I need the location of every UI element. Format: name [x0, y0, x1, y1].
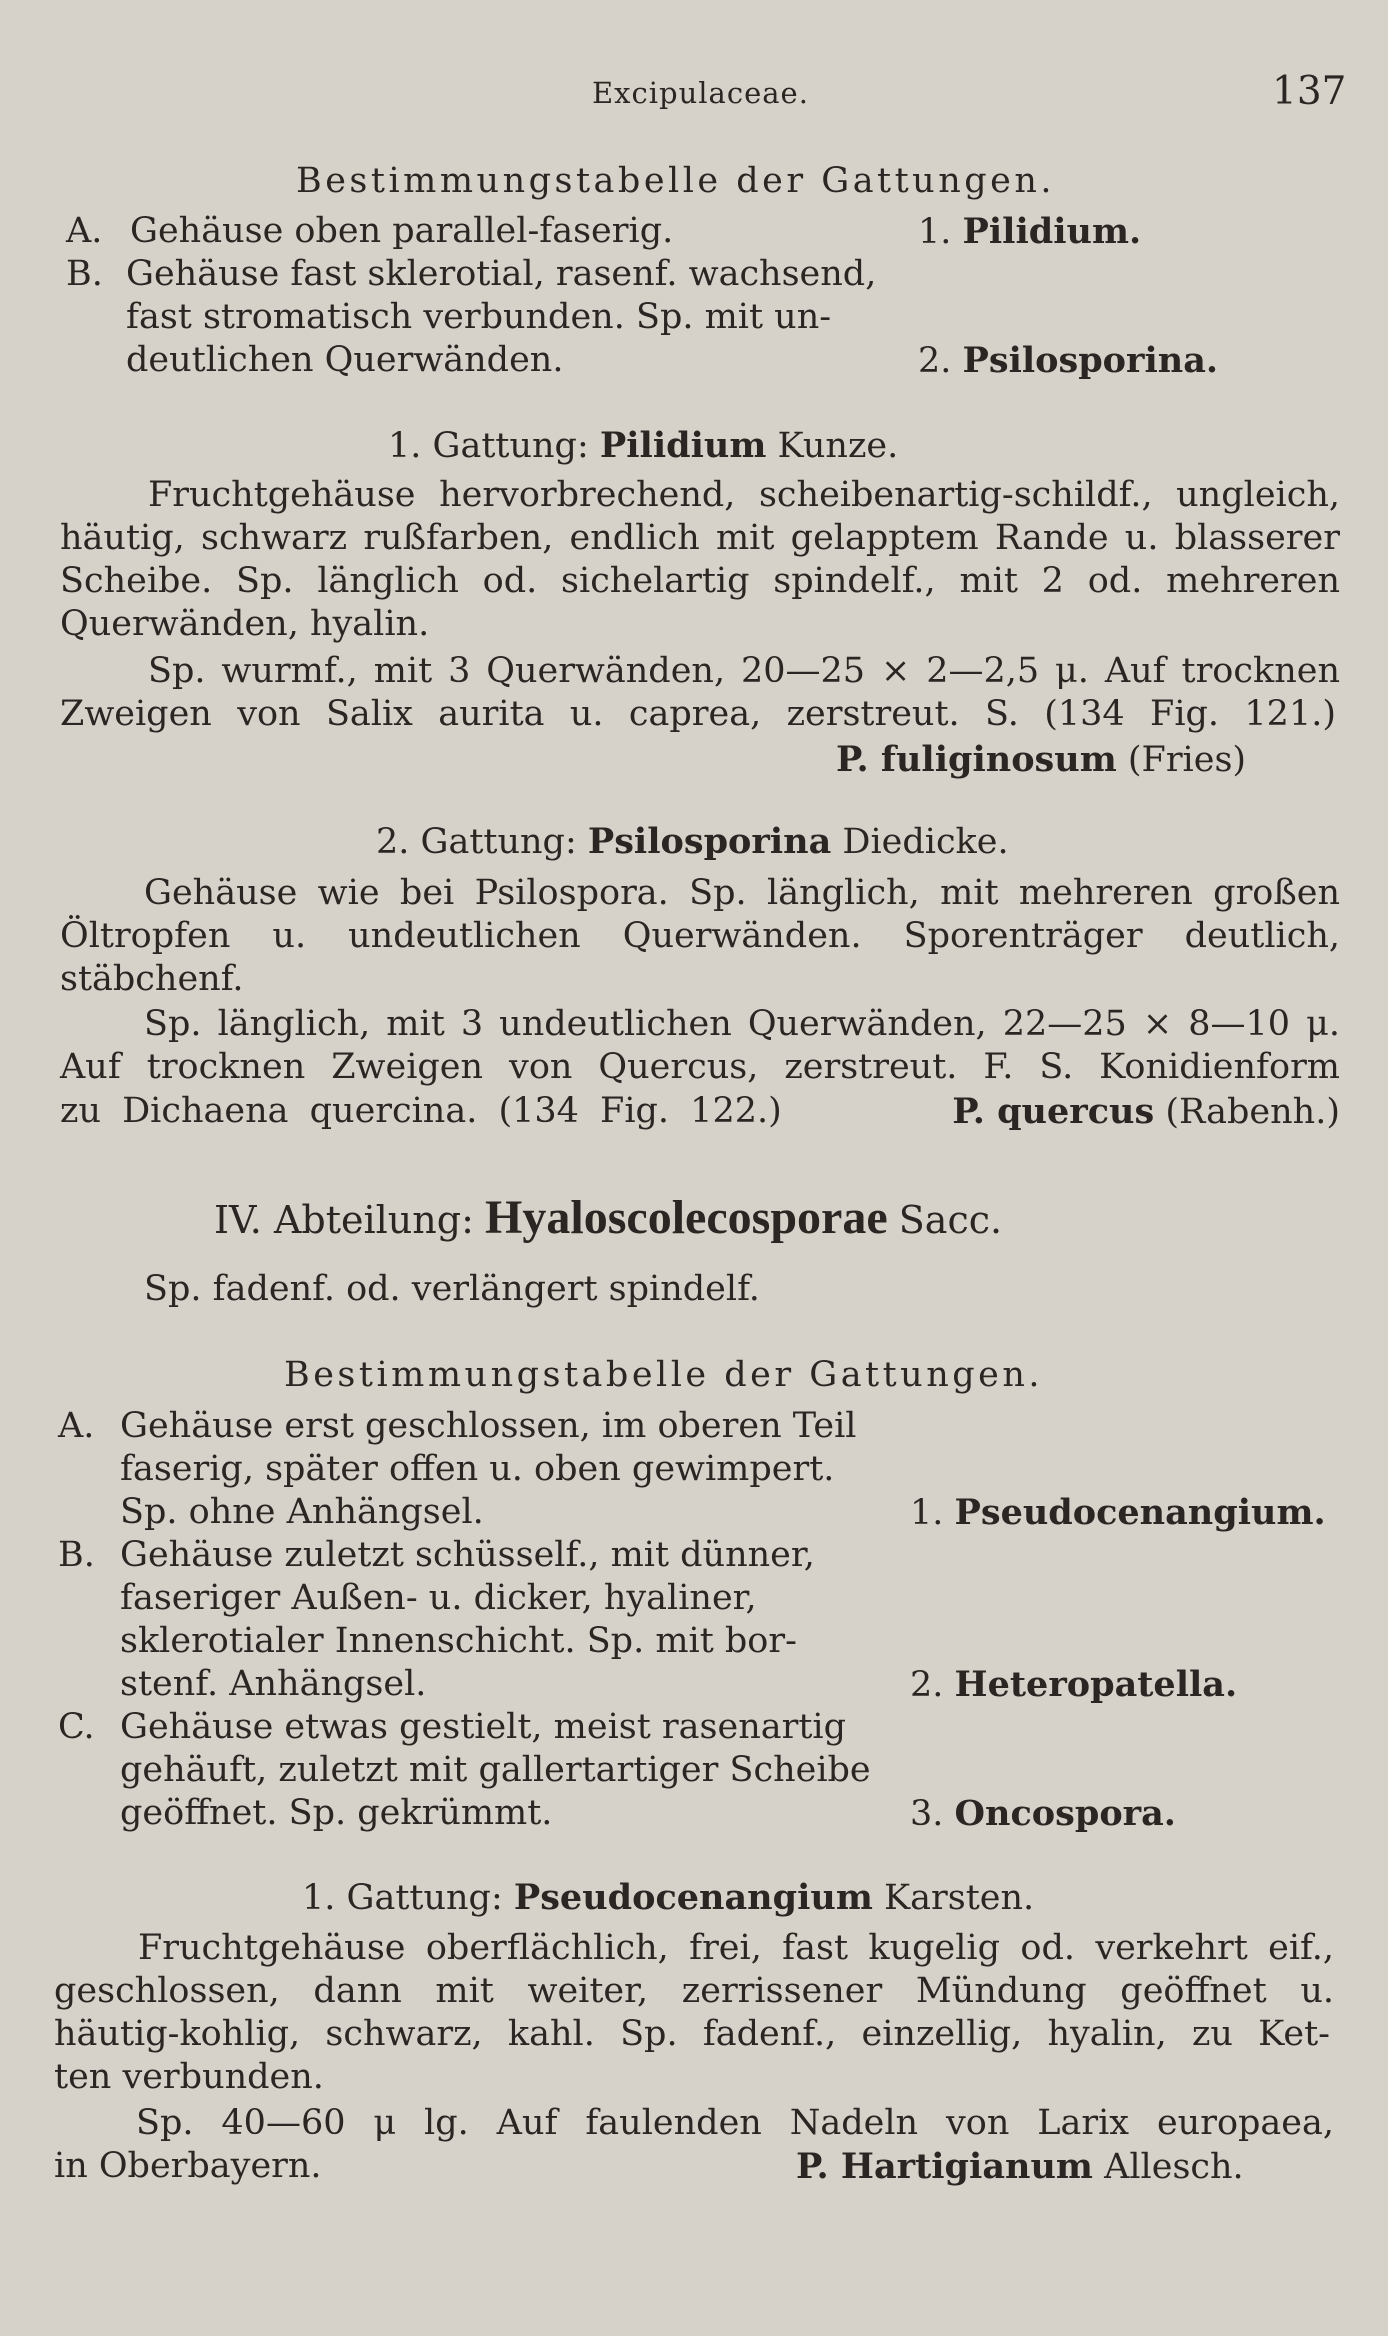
genus-2-spore-line-1: Sp. länglich, mit 3 undeutlichen Querwänden, 22—25 × 8—10 μ. [144, 1004, 1340, 1044]
genus-2-desc-line-1: Gehäuse wie bei Psilospora. Sp. länglich, mit mehreren großen [144, 873, 1340, 913]
key2-a-line-1: Gehäuse erst geschlossen, im oberen Teil [120, 1406, 857, 1446]
genus-2-heading-prefix: 2. Gattung: [376, 822, 577, 862]
key2-a-mark: A. [58, 1406, 95, 1446]
genus-1-heading-author: Kunze. [777, 426, 899, 466]
genus-3-spore-line-2: in Oberbayern. [54, 2146, 322, 2186]
key2-b-result [910, 1663, 1237, 1707]
genus-3-species [796, 2145, 1244, 2189]
genus-3-species-name: P. Hartigianum [796, 2146, 1093, 2187]
key2-c-line-1: Gehäuse etwas gestielt, meist rasenartig [120, 1707, 846, 1747]
genus-2-species-author: (Rabenh.) [1165, 1092, 1340, 1132]
genus-2-heading-name: Psilosporina [587, 821, 832, 862]
key1-b-result-number: 2. [918, 341, 952, 381]
key2-b-result-genus: Heteropatella. [954, 1664, 1238, 1705]
key2-c-line-3: geöffnet. Sp. gekrümmt. [120, 1793, 553, 1833]
division-heading-prefix: IV. Abteilung: [214, 1198, 474, 1242]
key2-b-line-3: sklerotialer Innenschicht. Sp. mit bor- [120, 1621, 797, 1661]
genus-2-spore-line-3-text: zu Dichaena quercina. (134 Fig. 122.) [60, 1091, 782, 1131]
key1-b-result-genus: Psilosporina. [962, 340, 1219, 381]
page-number: 137 [1272, 69, 1347, 114]
key2-c-result [910, 1792, 1176, 1836]
key1-b-line-2: fast stromatisch verbunden. Sp. mit un- [126, 297, 832, 337]
division-description: Sp. fadenf. od. verlängert spindelf. [144, 1269, 760, 1309]
genus-3-desc-line-3: häutig-kohlig, schwarz, kahl. Sp. fadenf., einzellig, hyalin, zu Ket- [54, 2014, 1330, 2054]
key2-a-result-number: 1. [910, 1493, 944, 1533]
genus-1-heading-prefix: 1. Gattung: [388, 426, 589, 466]
key1-b-line-1: Gehäuse fast sklerotial, rasenf. wachsend, [126, 254, 877, 294]
key1-a-line-1: Gehäuse oben parallel-faserig. [130, 211, 674, 251]
key2-b-line-4: stenf. Anhängsel. [120, 1664, 427, 1704]
division-heading-name: Hyaloscolecosporae [485, 1191, 888, 1244]
key1-a-result-number: 1. [918, 212, 952, 252]
genus-2-spore-line-3 [60, 1090, 1340, 1134]
key1-b-result [918, 339, 1218, 383]
genus-1-heading-name: Pilidium [599, 425, 767, 466]
key2-c-line-2: gehäuft, zuletzt mit gallertartiger Scheibe [120, 1750, 871, 1790]
genus-2-desc-line-2: Öltropfen u. undeutlichen Querwänden. Sporenträger deutlich, [60, 916, 1340, 956]
genus-2-spore-line-2: Auf trocknen Zweigen von Quercus, zerstreut. F. S. Konidienform [60, 1047, 1340, 1087]
key1-a-mark: A. [66, 211, 103, 251]
genus-3-heading-name: Pseudocenangium [513, 1877, 873, 1918]
key1-a-result [918, 210, 1141, 254]
key2-b-mark: B. [58, 1535, 95, 1575]
genus-1-desc-line-2: häutig, schwarz rußfarben, endlich mit gelapptem Rande u. blasserer [60, 518, 1340, 558]
genus-3-heading [302, 1876, 1034, 1920]
key1-a-result-genus: Pilidium. [962, 211, 1142, 252]
genus-1-desc-line-4: Querwänden, hyalin. [60, 604, 430, 644]
genus-1-desc-line-1: Fruchtgehäuse hervorbrechend, scheibenartig-schildf., ungleich, [148, 475, 1340, 515]
running-header-title: Excipulaceae. [592, 76, 809, 110]
genus-2-desc-line-3: stäbchenf. [60, 959, 244, 999]
key2-a-result [910, 1491, 1326, 1535]
genus-1-spore-line-1: Sp. wurmf., mit 3 Querwänden, 20—25 × 2—2,5 μ. Auf trocknen [148, 651, 1340, 691]
genus-1-heading [388, 424, 898, 468]
genus-1-species [836, 738, 1246, 782]
genus-1-species-name: P. fuliginosum [836, 739, 1117, 780]
genus-2-heading-author: Diedicke. [842, 822, 1009, 862]
genus-2-heading [376, 820, 1009, 864]
genus-2-species [952, 1090, 1340, 1134]
genus-3-heading-prefix: 1. Gattung: [302, 1878, 503, 1918]
division-heading-author: Sacc. [898, 1198, 1003, 1242]
genus-3-spore-line-1: Sp. 40—60 μ lg. Auf faulenden Nadeln von Larix europaea, [136, 2103, 1334, 2143]
genus-3-desc-line-4: ten verbunden. [54, 2057, 324, 2097]
key2-a-result-genus: Pseudocenangium. [954, 1492, 1326, 1533]
genus-1-species-author: (Fries) [1127, 740, 1247, 780]
key-table-1-title: Bestimmungstabelle der Gattungen. [296, 161, 1056, 201]
key2-c-mark: C. [58, 1707, 95, 1747]
genus-2-species-name: P. quercus [952, 1091, 1155, 1132]
key2-b-result-number: 2. [910, 1665, 944, 1705]
genus-1-desc-line-3: Scheibe. Sp. länglich od. sichelartig spindelf., mit 2 od. mehreren [60, 561, 1340, 601]
genus-1-spore-line-2: Zweigen von Salix aurita u. caprea, zerstreut. S. (134 Fig. 121.) [60, 694, 1336, 734]
key2-a-line-2: faserig, später offen u. oben gewimpert. [120, 1449, 835, 1489]
genus-3-desc-line-2: geschlossen, dann mit weiter, zerrissener Mündung geöffnet u. [54, 1971, 1334, 2011]
key1-b-mark: B. [66, 254, 103, 294]
genus-3-species-author: Allesch. [1104, 2147, 1244, 2187]
key2-c-result-number: 3. [910, 1794, 944, 1834]
key2-b-line-2: faseriger Außen- u. dicker, hyaliner, [120, 1578, 757, 1618]
key1-b-line-3: deutlichen Querwänden. [126, 340, 564, 380]
key-table-2-title: Bestimmungstabelle der Gattungen. [284, 1355, 1044, 1395]
genus-3-heading-author: Karsten. [884, 1878, 1035, 1918]
division-heading [214, 1188, 1002, 1252]
key2-b-line-1: Gehäuse zuletzt schüsself., mit dünner, [120, 1535, 815, 1575]
key2-a-line-3: Sp. ohne Anhängsel. [120, 1492, 484, 1532]
key2-c-result-genus: Oncospora. [954, 1793, 1176, 1834]
genus-3-desc-line-1: Fruchtgehäuse oberflächlich, frei, fast kugelig od. verkehrt eif., [138, 1928, 1334, 1968]
